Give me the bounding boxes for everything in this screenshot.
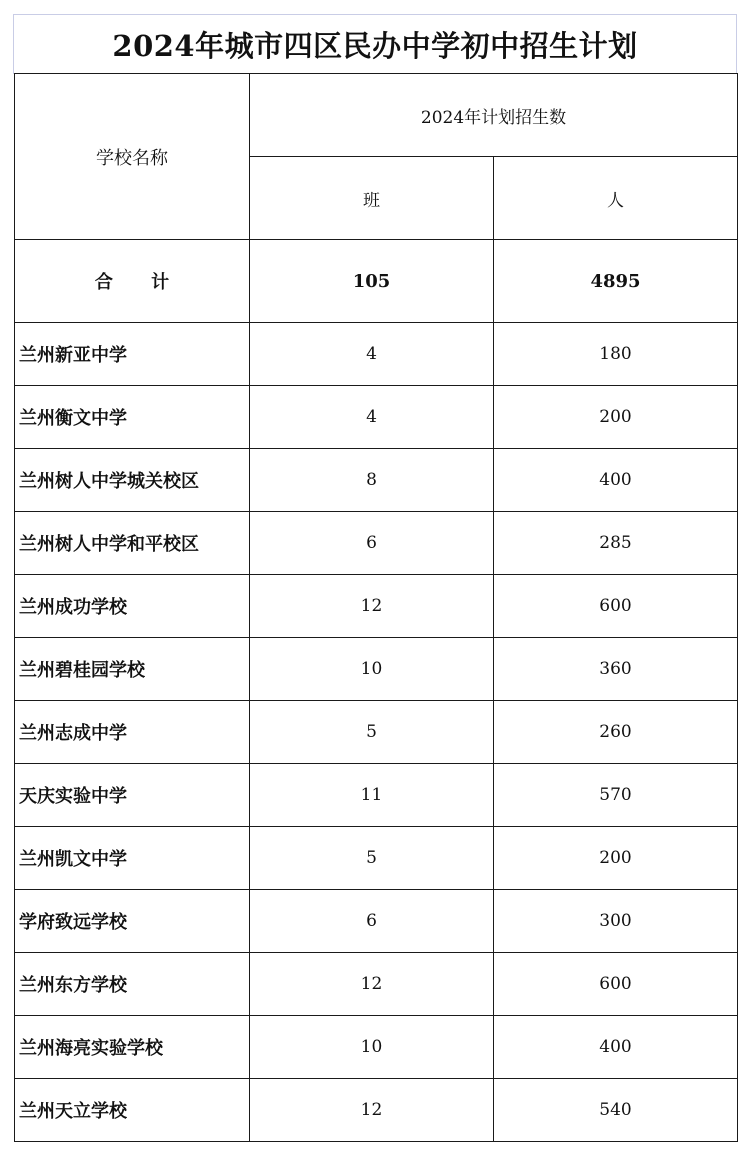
people-header: 人	[494, 157, 738, 240]
total-classes: 105	[250, 240, 494, 323]
table-row	[15, 386, 738, 449]
people-cell: 600	[494, 953, 738, 1016]
classes-cell: 6	[250, 512, 494, 575]
table-row	[15, 449, 738, 512]
people-cell: 285	[494, 512, 738, 575]
table-row	[15, 890, 738, 953]
classes-cell: 12	[250, 953, 494, 1016]
table-row	[15, 827, 738, 890]
classes-cell: 4	[250, 323, 494, 386]
page-title: 2024年城市四区民办中学初中招生计划	[13, 14, 737, 74]
classes-cell: 11	[250, 764, 494, 827]
classes-cell: 4	[250, 386, 494, 449]
classes-cell: 5	[250, 827, 494, 890]
people-cell: 200	[494, 827, 738, 890]
school-name-cell: 兰州树人中学和平校区	[15, 512, 250, 575]
classes-cell: 10	[250, 638, 494, 701]
table-row	[15, 701, 738, 764]
classes-cell: 12	[250, 1079, 494, 1142]
school-name-cell: 学府致远学校	[15, 890, 250, 953]
total-label-text: 合 计	[94, 272, 186, 293]
school-name-cell: 兰州东方学校	[15, 953, 250, 1016]
people-cell: 360	[494, 638, 738, 701]
table-row	[15, 575, 738, 638]
people-cell: 180	[494, 323, 738, 386]
total-people: 4895	[494, 240, 738, 323]
classes-cell: 12	[250, 575, 494, 638]
enrollment-table	[14, 73, 738, 1142]
people-cell: 540	[494, 1079, 738, 1142]
people-cell: 260	[494, 701, 738, 764]
school-name-cell: 兰州志成中学	[15, 701, 250, 764]
classes-cell: 8	[250, 449, 494, 512]
people-cell: 400	[494, 449, 738, 512]
school-name-cell: 兰州新亚中学	[15, 323, 250, 386]
classes-cell: 5	[250, 701, 494, 764]
school-name-cell: 兰州凯文中学	[15, 827, 250, 890]
school-name-cell: 兰州碧桂园学校	[15, 638, 250, 701]
table-row	[15, 1016, 738, 1079]
table-row	[15, 512, 738, 575]
school-name-cell: 兰州海亮实验学校	[15, 1016, 250, 1079]
people-cell: 400	[494, 1016, 738, 1079]
total-row	[15, 240, 738, 323]
school-name-cell: 兰州衡文中学	[15, 386, 250, 449]
table-row	[15, 764, 738, 827]
classes-header: 班	[250, 157, 494, 240]
school-name-cell: 兰州树人中学城关校区	[15, 449, 250, 512]
table-row	[15, 638, 738, 701]
school-name-header: 学校名称	[15, 74, 250, 240]
people-cell: 600	[494, 575, 738, 638]
people-cell: 570	[494, 764, 738, 827]
header-row	[15, 74, 738, 157]
people-cell: 300	[494, 890, 738, 953]
total-label	[15, 240, 250, 323]
school-name-cell: 天庆实验中学	[15, 764, 250, 827]
classes-cell: 6	[250, 890, 494, 953]
table-row	[15, 953, 738, 1016]
people-cell: 200	[494, 386, 738, 449]
table-row	[15, 1079, 738, 1142]
school-name-cell: 兰州天立学校	[15, 1079, 250, 1142]
school-name-cell: 兰州成功学校	[15, 575, 250, 638]
table-row	[15, 323, 738, 386]
plan-header: 2024年计划招生数	[250, 74, 738, 157]
classes-cell: 10	[250, 1016, 494, 1079]
